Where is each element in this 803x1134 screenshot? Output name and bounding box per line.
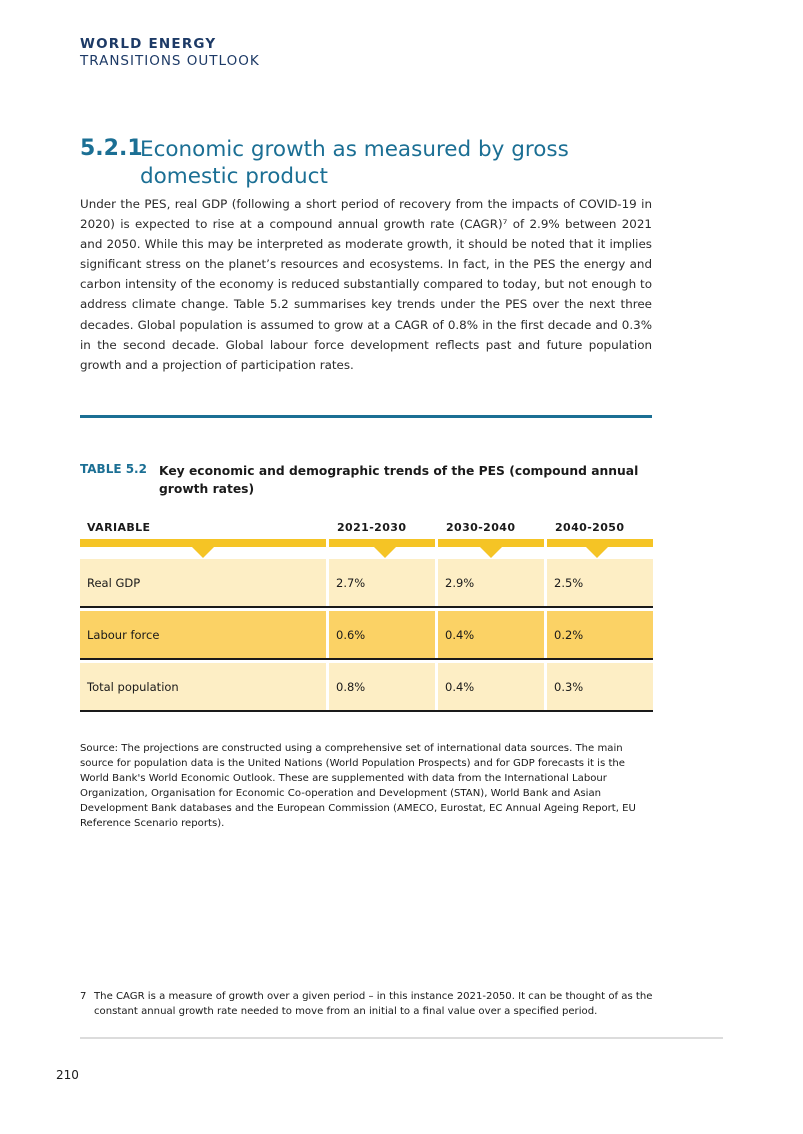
column-header-2021-2030: 2021-2030 <box>337 521 407 534</box>
table-source-note: Source: The projections are constructed using a comprehensive set of international data sources. The main source for population data is the United Nations (World Population Prospects) and for GDP forecasts it is the World Bank's World Economic Outlook. These are supplemented with data from the International Labour Organization, Organisation for Economic Co-operation and Development (STAN), World Bank and Asian Development Bank databases and the European Commission (AMECO, Eurostat, EC Annual Ageing Report, EU Reference Scenario reports). <box>80 743 636 829</box>
page-number: 210 <box>56 1068 79 1082</box>
column-header-variable: VARIABLE <box>87 521 151 534</box>
header-pointer-icon <box>192 547 214 558</box>
section-body-paragraph: Under the PES, real GDP (following a short period of recovery from the impacts of COVID-19 in 2020) is expected to rise at a compound annual growth rate (CAGR)⁷ of 2.9% between 2021 and 2050. While this may be interpreted as moderate growth, it should be noted that it implies significant stress on the planet’s resources and ecosystems. In fact, in the PES the energy and carbon intensity of the economy is reduced substantially compared to today, but not enough to address climate change. Table 5.2 summarises key trends under the PES over the next three decades. Global population is assumed to grow at a CAGR of 0.8% in the first decade and 0.3% in the second decade. Global labour force development reflects past and future population growth and a projection of participation rates. <box>80 197 652 372</box>
table-cell: 0.6% <box>329 611 435 658</box>
column-header-2040-2050: 2040-2050 <box>555 521 625 534</box>
table-cell: 0.8% <box>329 663 435 710</box>
table-title: Key economic and demographic trends of the PES (compound annual growth rates) <box>159 464 639 496</box>
table-cell: 2.9% <box>438 559 544 606</box>
section-title: Economic growth as measured by gross domestic product <box>140 137 569 189</box>
publication-header <box>80 36 260 70</box>
table-cell: 2.7% <box>329 559 435 606</box>
table-cell: 0.2% <box>547 611 653 658</box>
row-divider <box>80 606 653 608</box>
row-divider <box>80 658 653 660</box>
table-cell: 0.4% <box>438 663 544 710</box>
footer-divider <box>80 1037 723 1039</box>
header-pointer-icon <box>480 547 502 558</box>
header-pointer-icon <box>586 547 608 558</box>
header-bar-variable <box>80 539 326 547</box>
header-subtitle: TRANSITIONS OUTLOOK <box>80 53 260 69</box>
table-cell: 0.3% <box>547 663 653 710</box>
header-pointer-icon <box>374 547 396 558</box>
header-title: WORLD ENERGY <box>80 36 217 52</box>
section-divider <box>80 415 652 418</box>
row-divider <box>80 710 653 712</box>
header-bar-2040-2050 <box>547 539 653 547</box>
table-label: TABLE 5.2 <box>80 462 147 476</box>
row-variable-label: Labour force <box>80 611 326 658</box>
footnote-number: 7 <box>80 991 87 1002</box>
column-header-2030-2040: 2030-2040 <box>446 521 516 534</box>
section-number: 5.2.1 <box>80 136 143 161</box>
table-cell: 2.5% <box>547 559 653 606</box>
footnote-text: The CAGR is a measure of growth over a given period – in this instance 2021-2050. It can be thought of as the constant annual growth rate needed to move from an initial to a final value over a specified period. <box>94 991 653 1017</box>
row-variable-label: Real GDP <box>80 559 326 606</box>
row-variable-label: Total population <box>80 663 326 710</box>
header-bar-2030-2040 <box>438 539 544 547</box>
header-bar-2021-2030 <box>329 539 435 547</box>
table-cell: 0.4% <box>438 611 544 658</box>
